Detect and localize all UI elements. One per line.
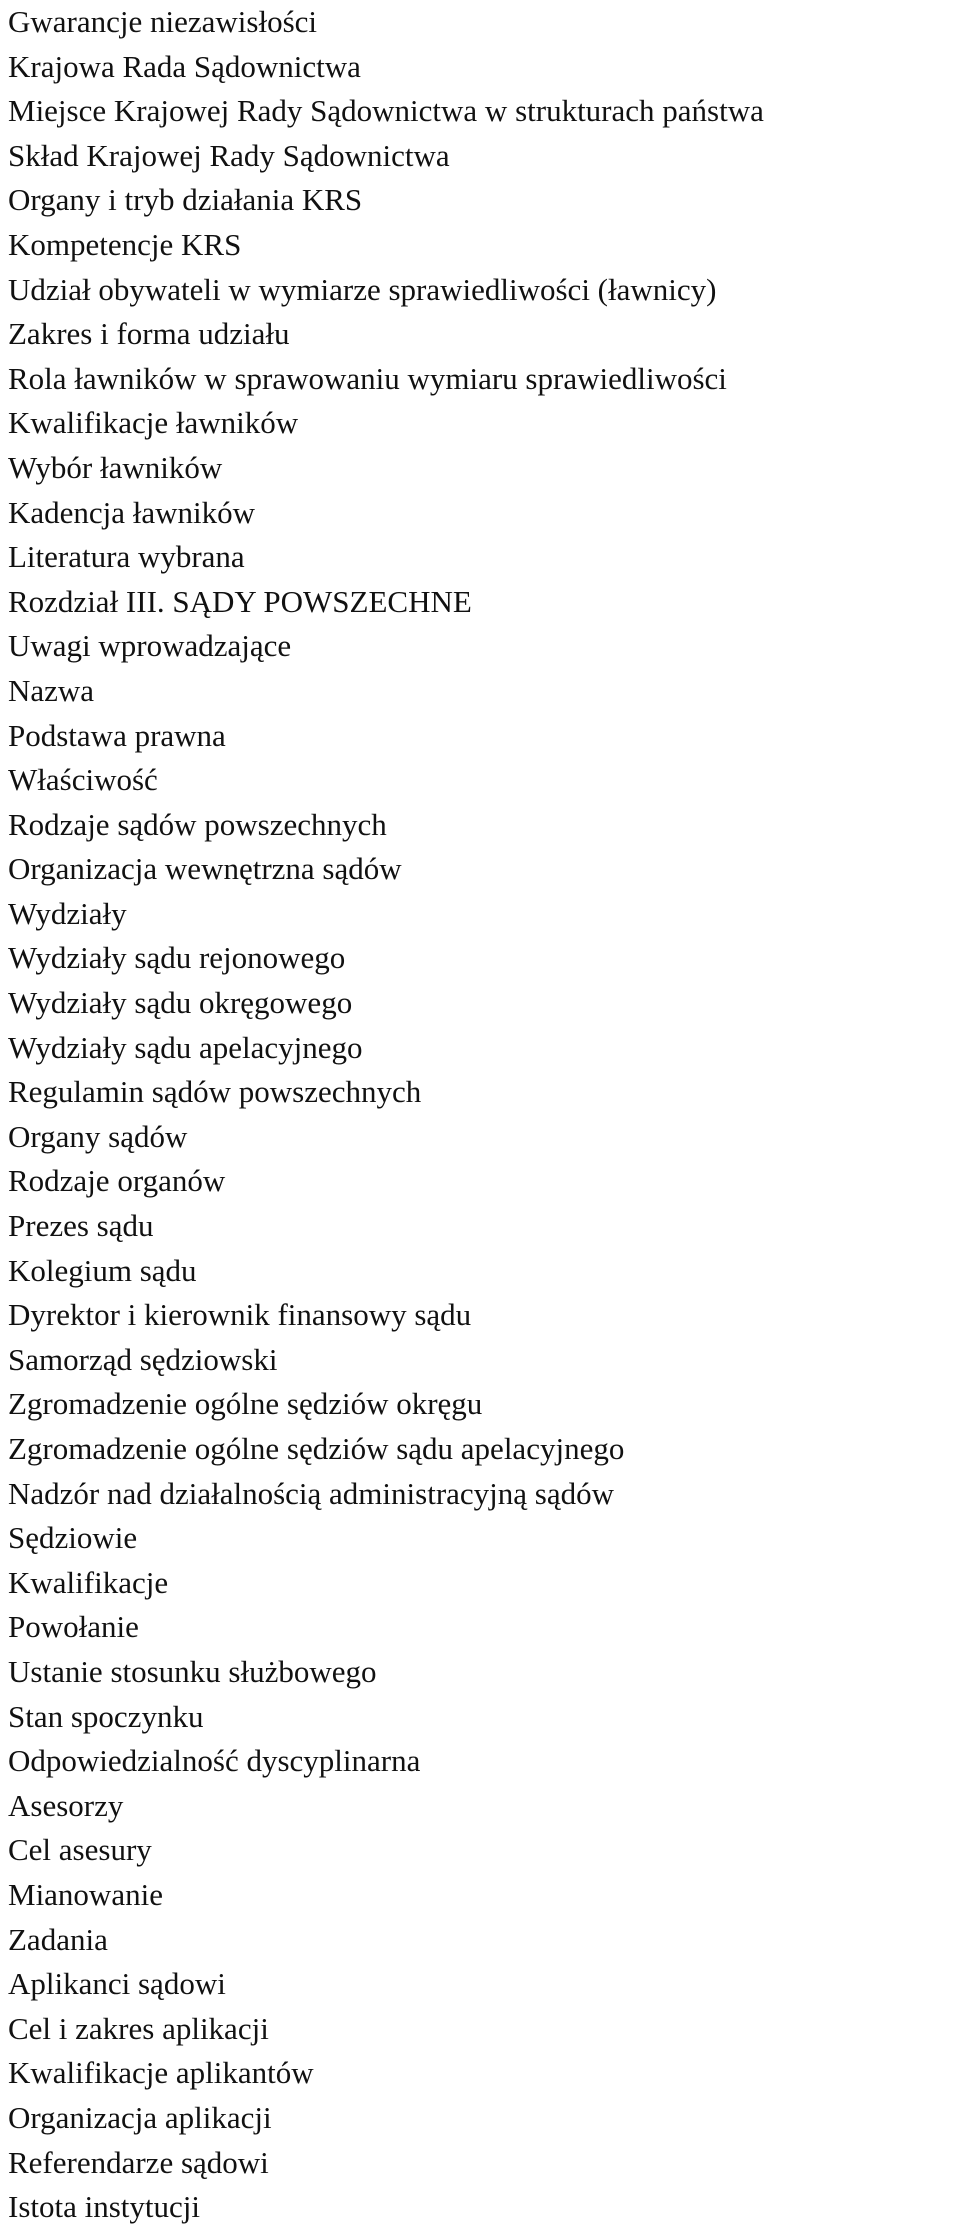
toc-entry: Powołanie (8, 1609, 139, 1645)
toc-entry: Organizacja wewnętrzna sądów (8, 851, 402, 887)
toc-entry: Asesorzy (8, 1787, 124, 1823)
toc-entry: Referendarze sądowi (8, 2144, 269, 2180)
toc-entry: Dyrektor i kierownik finansowy sądu (8, 1297, 472, 1333)
toc-entry: Wydziały sądu apelacyjnego (8, 1029, 363, 1065)
toc-entry: Kolegium sądu (8, 1252, 197, 1288)
toc-entry: Kwalifikacje ławników (8, 405, 299, 441)
toc-entry: Rodzaje sądów powszechnych (8, 806, 387, 842)
toc-entry: Zadania (8, 1921, 108, 1957)
toc-entry: Zakres i forma udziału (8, 316, 290, 352)
toc-entry: Kwalifikacje aplikantów (8, 2055, 314, 2091)
toc-entry: Krajowa Rada Sądownictwa (8, 48, 361, 84)
toc-entry: Aplikanci sądowi (8, 1966, 226, 2002)
toc-entry: Uwagi wprowadzające (8, 628, 292, 664)
toc-entry: Wybór ławników (8, 449, 223, 485)
toc-entry: Literatura wybrana (8, 539, 245, 575)
toc-entry: Nazwa (8, 672, 95, 708)
toc-entry: Skład Krajowej Rady Sądownictwa (8, 137, 450, 173)
toc-entry: Wydziały sądu rejonowego (8, 940, 346, 976)
toc-entry: Nadzór nad działalnością administracyjną sądów (8, 1475, 614, 1511)
toc-entry: Wydziały (8, 895, 127, 931)
toc-entry: Mianowanie (8, 1876, 163, 1912)
toc-entry: Właściwość (8, 762, 158, 798)
toc-entry: Gwarancje niezawisłości (8, 4, 318, 39)
toc-entry: Samorząd sędziowski (8, 1341, 278, 1377)
toc-entry: Kwalifikacje (8, 1564, 169, 1600)
toc-entry: Kompetencje KRS (8, 226, 242, 262)
toc-entry: Rodzaje organów (8, 1163, 226, 1199)
table-of-contents (8, 0, 764, 2230)
toc-entry: Istota instytucji (8, 2189, 201, 2225)
toc-entry: Sędziowie (8, 1520, 138, 1556)
toc-entry: Zgromadzenie ogólne sędziów okręgu (8, 1386, 483, 1422)
toc-entry: Cel i zakres aplikacji (8, 2010, 269, 2046)
toc-entry: Cel asesury (8, 1832, 152, 1868)
toc-entry: Rola ławników w sprawowaniu wymiaru sprawiedliwości (8, 360, 727, 396)
toc-entry: Stan spoczynku (8, 1698, 204, 1734)
toc-entry: Zgromadzenie ogólne sędziów sądu apelacyjnego (8, 1431, 625, 1466)
toc-entry: Kadencja ławników (8, 494, 256, 530)
toc-entry: Udział obywateli w wymiarze sprawiedliwości (ławnicy) (8, 271, 717, 307)
toc-entry: Odpowiedzialność dyscyplinarna (8, 1743, 421, 1779)
toc-entry: Podstawa prawna (8, 717, 226, 753)
toc-entry: Organy sądów (8, 1118, 188, 1154)
toc-entry: Regulamin sądów powszechnych (8, 1074, 422, 1110)
toc-entry: Organizacja aplikacji (8, 2099, 272, 2135)
toc-entry: Organy i tryb działania KRS (8, 182, 363, 218)
toc-entry: Prezes sądu (8, 1208, 154, 1244)
toc-entry: Wydziały sądu okręgowego (8, 985, 353, 1021)
toc-entry: Rozdział III. SĄDY POWSZECHNE (8, 583, 472, 619)
toc-entry: Ustanie stosunku służbowego (8, 1653, 377, 1689)
toc-entry: Miejsce Krajowej Rady Sądownictwa w strukturach państwa (8, 93, 764, 129)
